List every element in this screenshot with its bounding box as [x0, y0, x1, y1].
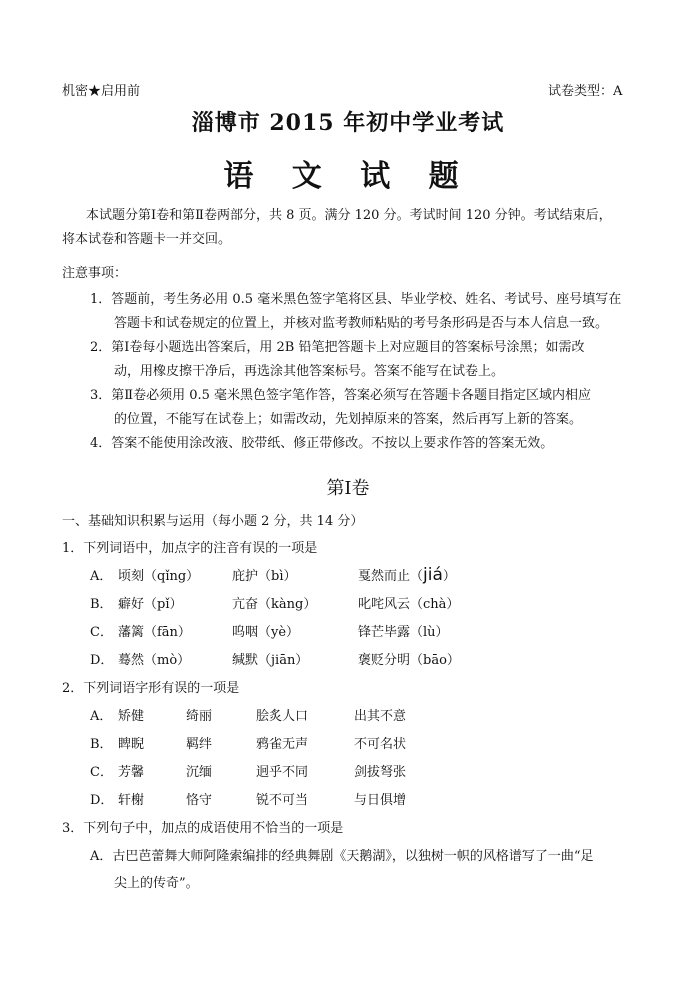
option-label: C．	[90, 765, 113, 780]
confidential-label: 机密★启用前	[62, 84, 141, 99]
option-word-1: 睥睨	[118, 737, 145, 752]
paper-title: 语 文 试 题	[223, 159, 473, 194]
paper-type-label: 试卷类型：A	[548, 84, 623, 99]
intro-line-2: 将本试卷和答题卡一并交回。	[62, 232, 232, 247]
option-word-2: 庇护（bì）	[232, 569, 297, 584]
note-3-line-1: 3．第Ⅱ卷必须用 0.5 毫米黑色签字笔作答，答案必须写在答题卡各题目指定区域内相应	[90, 388, 592, 403]
option-word-2: 缄默（jiān）	[232, 653, 309, 668]
q2-option-d	[0, 789, 696, 813]
intro-line-1: 本试题分第Ⅰ卷和第Ⅱ卷两部分，共 8 页。满分 120 分。考试时间 120 分钟。考试结束后，	[86, 208, 612, 223]
option-word-1: 癖好（pǐ）	[118, 597, 183, 612]
pinyin-jia: jiá	[423, 565, 443, 585]
option-label: A．	[90, 709, 113, 724]
option-word-3: 迥乎不同	[256, 765, 309, 780]
option-word-3-close: ）	[442, 569, 456, 584]
q3-stem: 3．下列句子中，加点的成语使用不恰当的一项是	[62, 821, 344, 836]
q1-stem: 1．下列词语中，加点字的注音有误的一项是	[62, 541, 318, 556]
option-word-2: 亢奋（kàng）	[232, 597, 317, 612]
option-word-2: 恪守	[186, 793, 213, 808]
option-word-1: 蓦然（mò）	[118, 653, 191, 668]
q3-option-a-line-2: 尖上的传奇”。	[114, 876, 199, 891]
option-word-1: 芳馨	[118, 765, 145, 780]
option-label: A．	[90, 569, 113, 584]
option-word-4: 剑拔弩张	[354, 765, 407, 780]
option-word-3: 叱咤风云（chà）	[358, 597, 460, 612]
option-word-1: 顷刻（qǐng）	[118, 569, 200, 584]
option-word-2: 呜咽（yè）	[232, 625, 300, 640]
option-word-3: 锋芒毕露（lù）	[358, 625, 449, 640]
option-word-4: 与日俱增	[354, 793, 407, 808]
note-4-line-1: 4．答案不能使用涂改液、胶带纸、修正带修改。不按以上要求作答的答案无效。	[90, 436, 554, 451]
q2-option-a	[0, 705, 696, 729]
option-word-3	[358, 565, 456, 585]
q1-option-a	[0, 565, 696, 589]
q1-option-c	[0, 621, 696, 645]
notes-heading: 注意事项：	[62, 266, 128, 281]
q2-option-b	[0, 733, 696, 757]
q2-stem: 2．下列词语字形有误的一项是	[62, 681, 240, 696]
option-label: D．	[90, 653, 114, 668]
option-word-2: 羁绊	[186, 737, 213, 752]
q1-option-b	[0, 593, 696, 617]
option-word-3: 脍炙人口	[256, 709, 309, 724]
note-1-line-1: 1．答题前，考生务必用 0.5 毫米黑色签字笔将区县、毕业学校、姓名、考试号、座号填写在	[90, 292, 622, 307]
option-label: B．	[90, 737, 113, 752]
option-word-1: 轩榭	[118, 793, 145, 808]
note-2-line-1: 2．第Ⅰ卷每小题选出答案后，用 2B 铅笔把答题卡上对应题目的答案标号涂黑；如需改	[90, 340, 585, 355]
q2-option-c	[0, 761, 696, 785]
option-label: C．	[90, 625, 113, 640]
option-word-4: 出其不意	[354, 709, 407, 724]
q3-option-a-line-1: A．古巴芭蕾舞大师阿隆索编排的经典舞剧《天鹅湖》，以独树一帜的风格谱写了一曲“足	[90, 849, 594, 864]
part1-heading: 一、基础知识积累与运用（每小题 2 分，共 14 分）	[62, 514, 364, 529]
option-word-3: 鸦雀无声	[256, 737, 309, 752]
note-2-line-2: 动，用橡皮擦干净后，再选涂其他答案标号。答案不能写在试卷上。	[114, 364, 505, 379]
option-word-2: 绮丽	[186, 709, 213, 724]
option-word-3-text: 戛然而止（	[358, 569, 424, 584]
option-word-1: 矫健	[118, 709, 145, 724]
note-3-line-2: 的位置，不能写在试卷上；如需改动，先划掉原来的答案，然后再写上新的答案。	[114, 412, 583, 427]
section-heading: 第Ⅰ卷	[326, 478, 370, 499]
option-word-4: 不可名状	[354, 737, 407, 752]
option-word-3: 褒贬分明（bāo）	[358, 653, 460, 668]
option-label: D．	[90, 793, 114, 808]
q1-option-d	[0, 649, 696, 673]
option-word-3: 锐不可当	[256, 793, 309, 808]
option-label: B．	[90, 597, 113, 612]
exam-title: 淄博市 2015 年初中学业考试	[191, 110, 505, 136]
note-1-line-2: 答题卡和试卷规定的位置上，并核对监考教师粘贴的考号条形码是否与本人信息一致。	[114, 316, 609, 331]
option-word-1: 藩篱（fān）	[118, 625, 191, 640]
option-word-2: 沉缅	[186, 765, 213, 780]
